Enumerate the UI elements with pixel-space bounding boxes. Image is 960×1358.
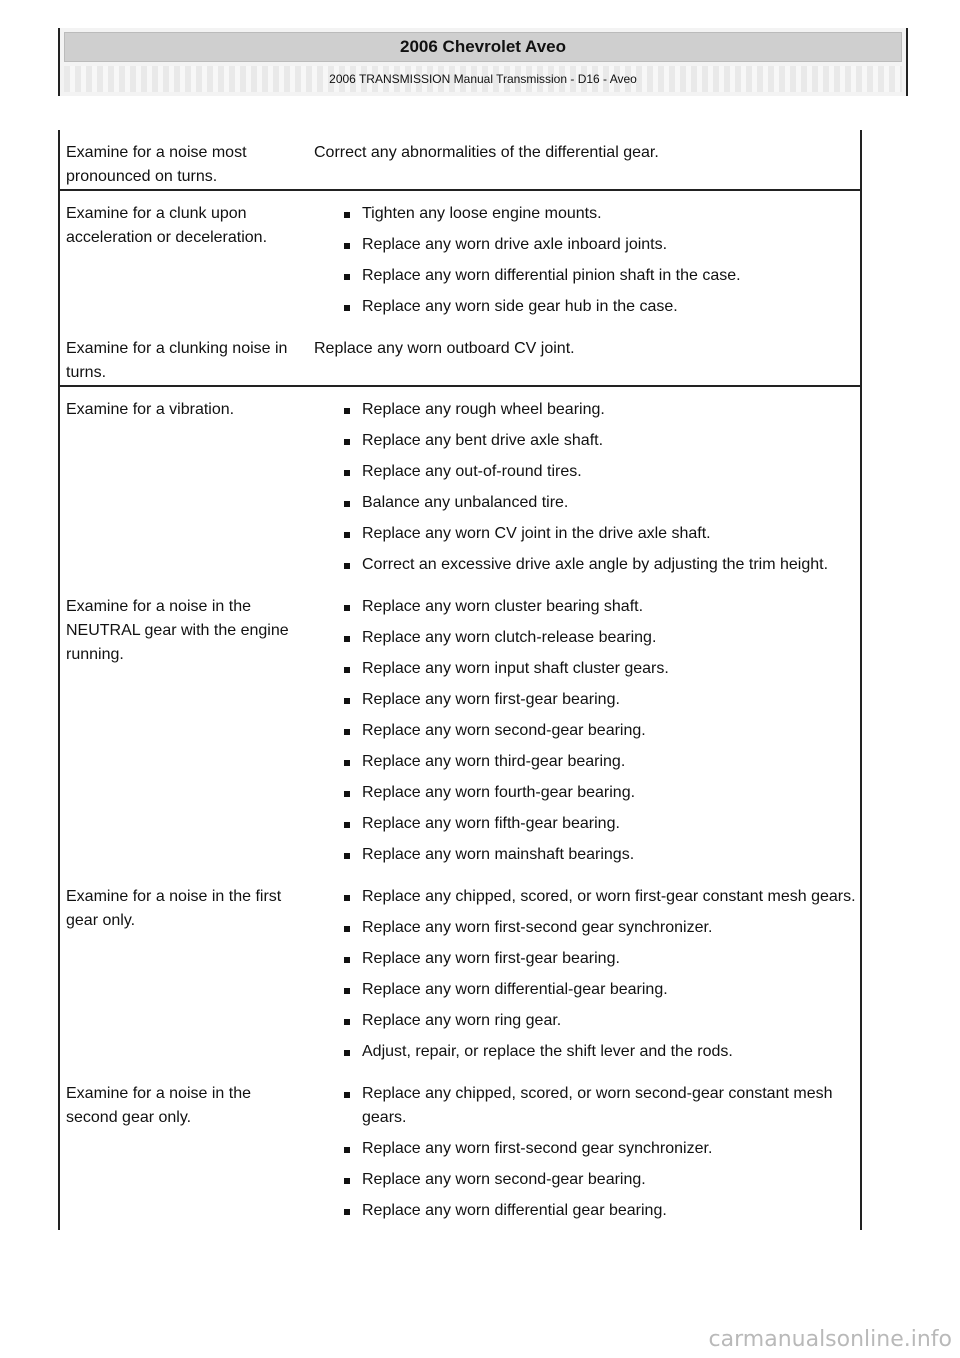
list-item: [314, 553, 856, 577]
bullet-icon: [344, 667, 350, 673]
bullet-icon: [344, 212, 350, 218]
bullet-icon: [344, 760, 350, 766]
bullet-icon: [344, 439, 350, 445]
list-item: [314, 1137, 856, 1161]
table-row: [60, 385, 860, 584]
action-cell: [310, 874, 860, 1071]
list-item: [314, 626, 856, 650]
action-list: [314, 885, 856, 1064]
list-item: [314, 916, 856, 940]
document-subtitle: 2006 TRANSMISSION Manual Transmission - D16 - Aveo: [64, 66, 902, 92]
list-item: [314, 491, 856, 515]
table-row: [60, 189, 860, 326]
list-item-text: Replace any worn CV joint in the drive axle shaft.: [362, 525, 711, 542]
list-item-text: Replace any worn second-gear bearing.: [362, 722, 646, 739]
action-cell: [310, 326, 860, 385]
action-list: [314, 202, 856, 319]
table-row: [60, 326, 860, 385]
symptom-cell: Examine for a noise in the first gear only.: [66, 888, 282, 929]
list-item-text: Replace any worn fifth-gear bearing.: [362, 815, 620, 832]
list-item: [314, 781, 856, 805]
bullet-icon: [344, 1050, 350, 1056]
bullet-icon: [344, 636, 350, 642]
list-item-text: Replace any worn first-gear bearing.: [362, 691, 620, 708]
action-text: Correct any abnormalities of the differential gear.: [314, 144, 659, 161]
list-item-text: Correct an excessive drive axle angle by adjusting the trim height.: [362, 556, 829, 573]
list-item: [314, 1082, 856, 1130]
list-item-text: Balance any unbalanced tire.: [362, 494, 569, 511]
bullet-icon: [344, 1019, 350, 1025]
action-cell: [310, 130, 860, 189]
list-item-text: Replace any worn first-second gear synchronizer.: [362, 919, 713, 936]
list-item-text: Tighten any loose engine mounts.: [362, 205, 602, 222]
bullet-icon: [344, 605, 350, 611]
action-list: [314, 1082, 856, 1223]
bullet-icon: [344, 501, 350, 507]
watermark: carmanualsonline.info: [708, 1327, 952, 1352]
list-item: [314, 522, 856, 546]
table-row: [60, 874, 860, 1071]
bullet-icon: [344, 243, 350, 249]
list-item: [314, 202, 856, 226]
bullet-icon: [344, 532, 350, 538]
list-item: [314, 750, 856, 774]
list-item: [314, 843, 856, 867]
list-item-text: Replace any worn third-gear bearing.: [362, 753, 626, 770]
action-text: Replace any worn outboard CV joint.: [314, 340, 575, 357]
symptom-cell: Examine for a noise in the NEUTRAL gear with the engine running.: [66, 598, 289, 663]
list-item: [314, 1199, 856, 1223]
list-item: [314, 264, 856, 288]
bullet-icon: [344, 988, 350, 994]
symptom-cell: Examine for a clunking noise in turns.: [66, 340, 288, 381]
bullet-icon: [344, 470, 350, 476]
list-item: [314, 719, 856, 743]
list-item: [314, 885, 856, 909]
list-item-text: Replace any bent drive axle shaft.: [362, 432, 604, 449]
list-item: [314, 812, 856, 836]
list-item-text: Replace any worn input shaft cluster gears.: [362, 660, 669, 677]
bullet-icon: [344, 822, 350, 828]
list-item-text: Replace any chipped, scored, or worn first-gear constant mesh gears.: [362, 888, 856, 905]
list-item-text: Replace any out-of-round tires.: [362, 463, 582, 480]
bullet-icon: [344, 1209, 350, 1215]
list-item-text: Replace any worn drive axle inboard joints.: [362, 236, 668, 253]
bullet-icon: [344, 791, 350, 797]
list-item-text: Replace any worn ring gear.: [362, 1012, 562, 1029]
list-item: [314, 978, 856, 1002]
list-item: [314, 460, 856, 484]
list-item-text: Replace any worn mainshaft bearings.: [362, 846, 635, 863]
bullet-icon: [344, 1147, 350, 1153]
bullet-icon: [344, 698, 350, 704]
symptom-cell: Examine for a clunk upon acceleration or deceleration.: [66, 205, 268, 246]
diagnosis-table: [58, 130, 862, 1230]
list-item-text: Replace any worn differential-gear bearing.: [362, 981, 668, 998]
list-item-text: Replace any rough wheel bearing.: [362, 401, 605, 418]
list-item: [314, 595, 856, 619]
table-row: [60, 584, 860, 874]
bullet-icon: [344, 1178, 350, 1184]
page-header: [58, 28, 908, 96]
bullet-icon: [344, 408, 350, 414]
list-item-text: Adjust, repair, or replace the shift lever and the rods.: [362, 1043, 733, 1060]
list-item-text: Replace any worn side gear hub in the case.: [362, 298, 678, 315]
bullet-icon: [344, 305, 350, 311]
bullet-icon: [344, 1092, 350, 1098]
bullet-icon: [344, 957, 350, 963]
list-item: [314, 1040, 856, 1064]
bullet-icon: [344, 563, 350, 569]
list-item-text: Replace any worn fourth-gear bearing.: [362, 784, 636, 801]
list-item: [314, 657, 856, 681]
list-item-text: Replace any worn differential pinion shaft in the case.: [362, 267, 741, 284]
list-item: [314, 295, 856, 319]
bullet-icon: [344, 729, 350, 735]
action-list: [314, 595, 856, 867]
list-item-text: Replace any chipped, scored, or worn second-gear constant mesh gears.: [362, 1085, 833, 1126]
symptom-cell: Examine for a noise in the second gear only.: [66, 1085, 251, 1126]
list-item-text: Replace any worn second-gear bearing.: [362, 1171, 646, 1188]
list-item-text: Replace any worn differential gear bearing.: [362, 1202, 667, 1219]
table-row: [60, 1071, 860, 1230]
action-list: [314, 398, 856, 577]
action-cell: [310, 584, 860, 874]
bullet-icon: [344, 853, 350, 859]
action-cell: [310, 1071, 860, 1230]
list-item: [314, 398, 856, 422]
list-item-text: Replace any worn clutch-release bearing.: [362, 629, 657, 646]
list-item-text: Replace any worn first-gear bearing.: [362, 950, 620, 967]
list-item: [314, 429, 856, 453]
symptom-cell: Examine for a noise most pronounced on turns.: [66, 144, 247, 185]
list-item-text: Replace any worn first-second gear synchronizer.: [362, 1140, 713, 1157]
document-title: 2006 Chevrolet Aveo: [64, 32, 902, 62]
bullet-icon: [344, 895, 350, 901]
list-item: [314, 947, 856, 971]
symptom-cell: Examine for a vibration.: [66, 401, 235, 418]
bullet-icon: [344, 274, 350, 280]
action-cell: [310, 387, 860, 584]
action-cell: [310, 191, 860, 326]
list-item: [314, 1168, 856, 1192]
list-item-text: Replace any worn cluster bearing shaft.: [362, 598, 644, 615]
table-row: [60, 130, 860, 189]
list-item: [314, 1009, 856, 1033]
list-item: [314, 233, 856, 257]
bullet-icon: [344, 926, 350, 932]
list-item: [314, 688, 856, 712]
